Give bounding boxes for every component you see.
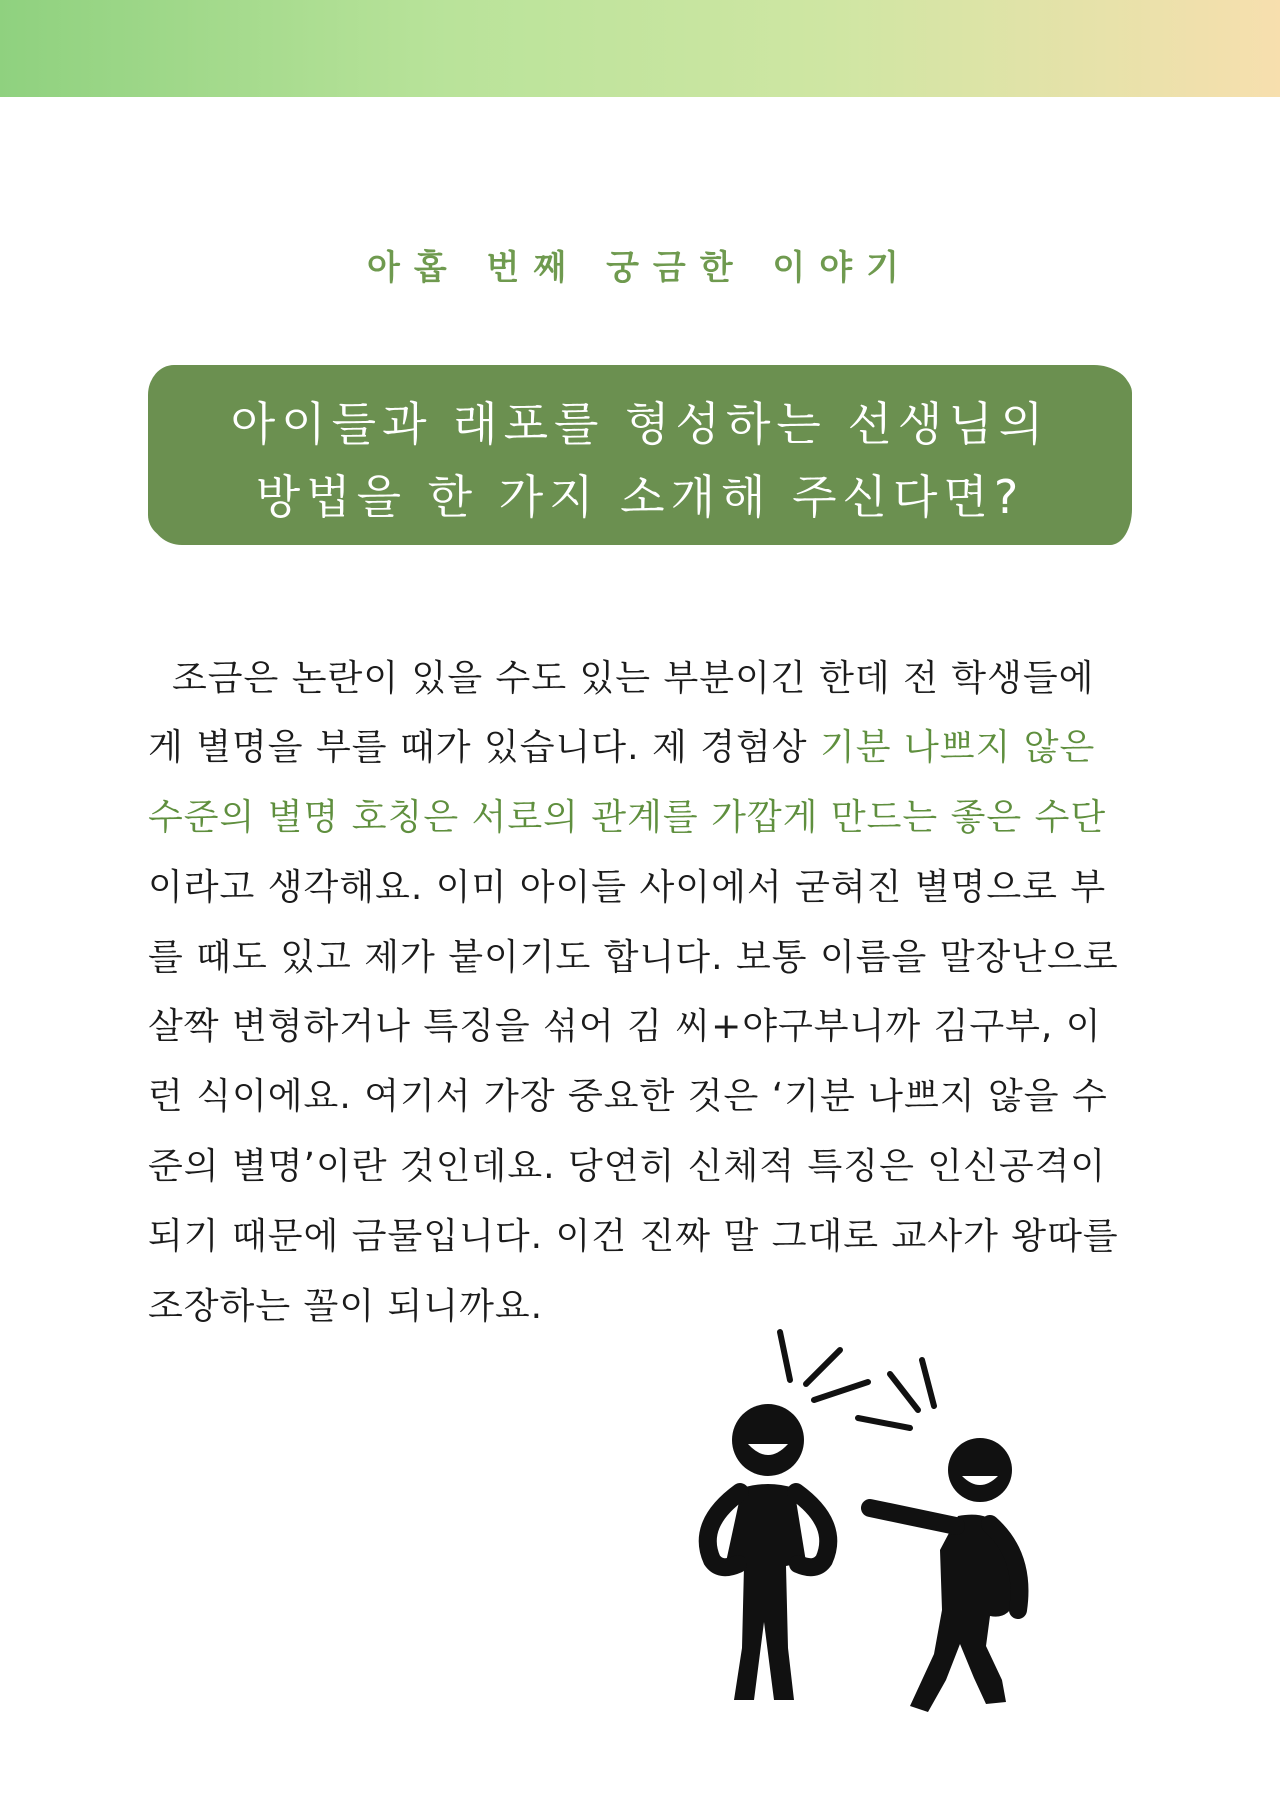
paragraph-line: 를 때도 있고 제가 붙이기도 합니다. 보통 이름을 말장난으로 <box>148 937 1119 978</box>
paragraph-line: 살짝 변형하거나 특징을 섞어 김 씨+야구부니까 김구부, 이 <box>148 1006 1102 1047</box>
chapter-label: 아홉 번째 궁금한 이야기 <box>367 248 913 288</box>
paragraph-text: 게 별명을 부를 때가 있습니다. 제 경험상 <box>148 727 820 768</box>
question-title-box <box>150 366 1130 542</box>
answer-paragraph <box>148 640 1148 1340</box>
paragraph-line: 조장하는 꼴이 되니까요. <box>148 1286 544 1327</box>
paragraph-line: 이라고 생각해요. 이미 아이들 사이에서 굳혀진 별명으로 부 <box>148 867 1107 908</box>
paragraph-line: 조금은 논란이 있을 수도 있는 부분이긴 한데 전 학생들에 <box>172 658 1095 699</box>
paragraph-line: 되기 때문에 금물입니다. 이건 진짜 말 그대로 교사가 왕따를 <box>148 1216 1119 1257</box>
paragraph-line <box>148 719 1148 770</box>
highlighted-text: 기분 나쁘지 않은 <box>819 727 1096 768</box>
question-title-line-2: 방법을 한 가지 소개해 주신다면? <box>255 470 1025 524</box>
question-title-line-1: 아이들과 래포를 형성하는 선생님의 <box>230 397 1050 451</box>
paragraph-line: 준의 별명’이란 것인데요. 당연히 신체적 특징은 인신공격이 <box>148 1146 1107 1187</box>
two-stick-figures-laughing-pointing-icon <box>690 1320 1070 1720</box>
paragraph-line: 런 식이에요. 여기서 가장 중요한 것은 ‘기분 나쁘지 않을 수 <box>148 1076 1108 1117</box>
top-gradient-band <box>0 0 1280 97</box>
highlighted-text: 수준의 별명 호칭은 서로의 관계를 가깝게 만드는 좋은 수단 <box>148 797 1107 838</box>
